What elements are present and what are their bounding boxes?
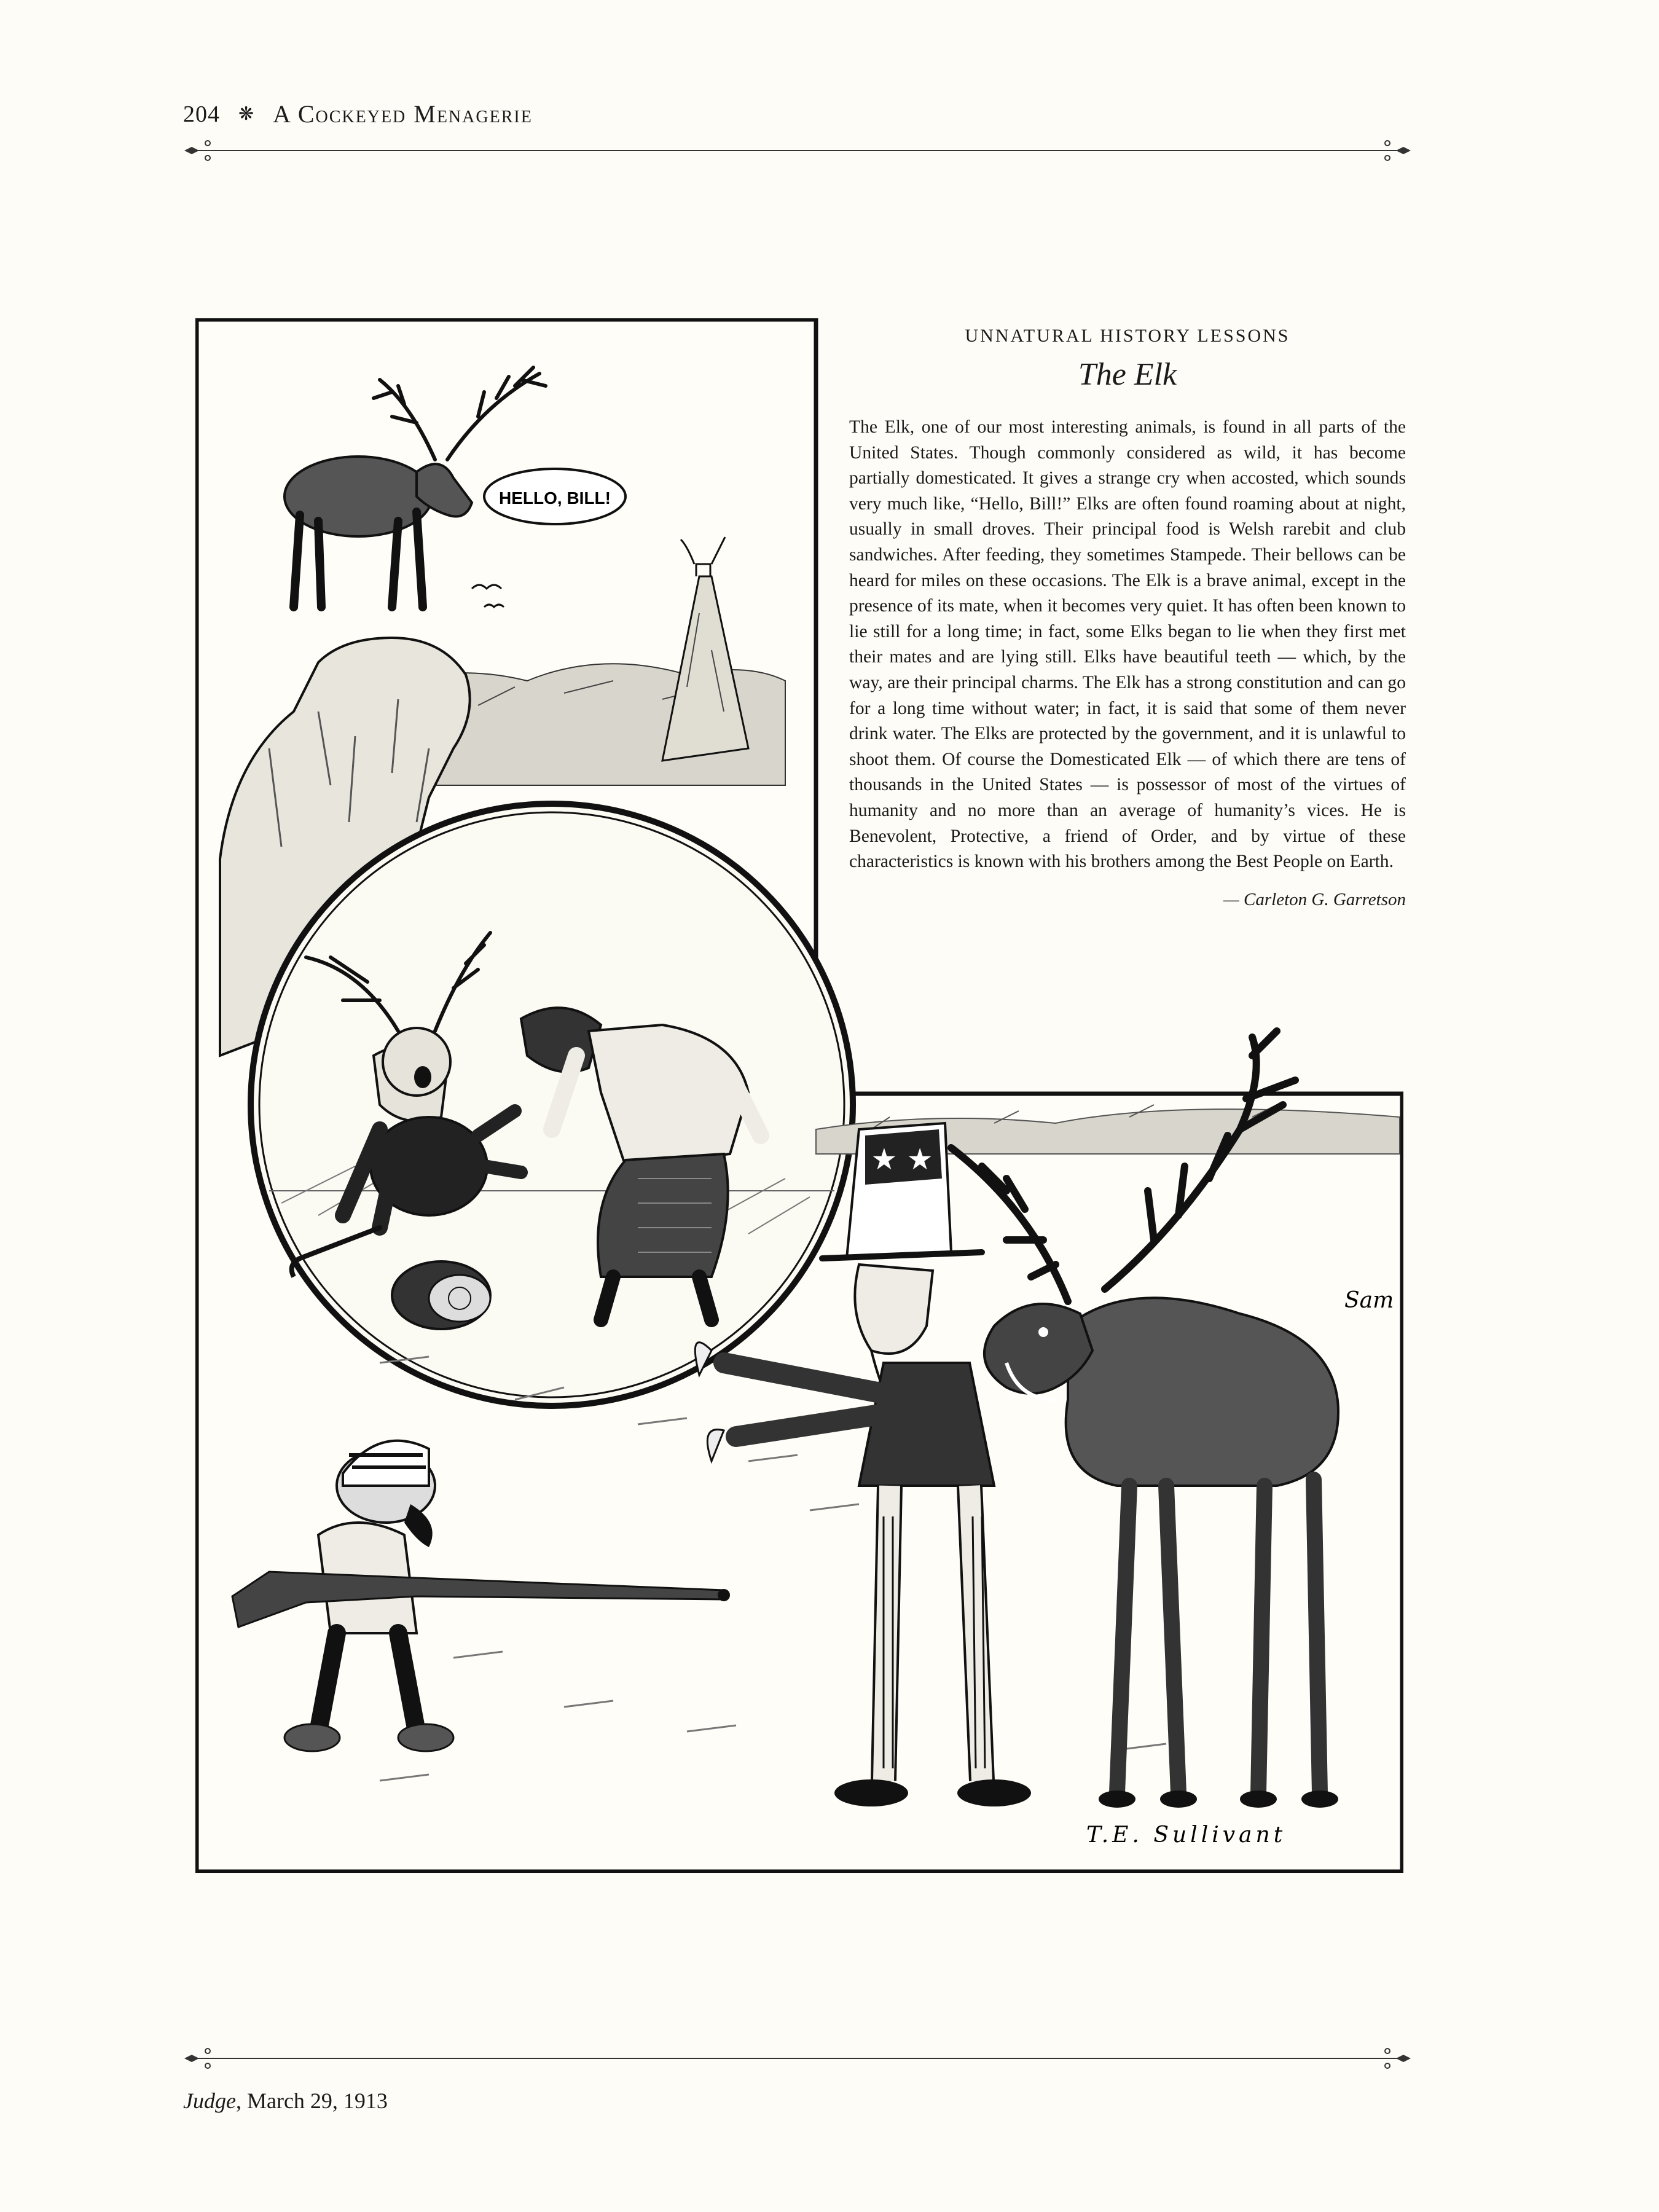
svg-text:★ ★: ★ ★ — [871, 1142, 933, 1177]
top-ornamental-rule — [183, 138, 1412, 163]
ornament-icon: ❋ — [238, 104, 255, 124]
top-hat — [392, 1261, 490, 1329]
book-title: A Cockeyed Menagerie — [273, 100, 533, 128]
circle-vignette — [251, 804, 853, 1406]
signature-sullivant: T.E. Sullivant — [1086, 1822, 1287, 1848]
article-body: The Elk, one of our most interesting animals, is found in all parts of the United States. Though commonly considered as wild, it has become partially domesticated. It gives a strange cry when accosted, which sounds very much like, “Hello, Bill!” Elks are often found roaming about at night, usually in small droves. Their principal food is Welsh rarebit and club sandwiches. After feeding, they sometimes Stampede. Their bellows can be heard for miles on these occasions. The Elk is a brave animal, except in the presence of its mate, when it becomes very quiet. It has often been known to lie still for a long time; in fact, some Elks began to lie when they first met their mates and are lying still. Elks have beautiful teeth — which, by the way, are their principal charms. The Elk has a strong constitution and can go for a long time without water; in fact, it is said that some of them never drink water. The Elks are protected by the government, and it is unlawful to shoot them. Of course the Domesticated Elk — of which there are tens of thousands in the United States — is possessor of most of the virtues of humanity and no more than an average of humanity’s vices. He is Benevolent, Protective, a friend of Order, and by virtue of these characteristics is known with his brothers among the Best People on Earth. — [849, 417, 1406, 872]
signature-sam: Sam — [1344, 1288, 1394, 1313]
publication-date: , March 29, 1913 — [235, 2088, 388, 2113]
magazine-name: Judge — [183, 2088, 236, 2113]
bottom-ornamental-rule — [183, 2046, 1412, 2071]
article — [849, 326, 1406, 910]
source-credit — [183, 2088, 388, 2114]
page-number: 204 — [183, 101, 220, 127]
article-title: The Elk — [1078, 357, 1177, 392]
article-byline: — Carleton G. Garretson — [1223, 889, 1406, 909]
speech-bubble-text: HELLO, BILL! — [499, 488, 611, 508]
article-kicker: UNNATURAL HISTORY LESSONS — [965, 326, 1290, 346]
running-head — [183, 100, 533, 128]
